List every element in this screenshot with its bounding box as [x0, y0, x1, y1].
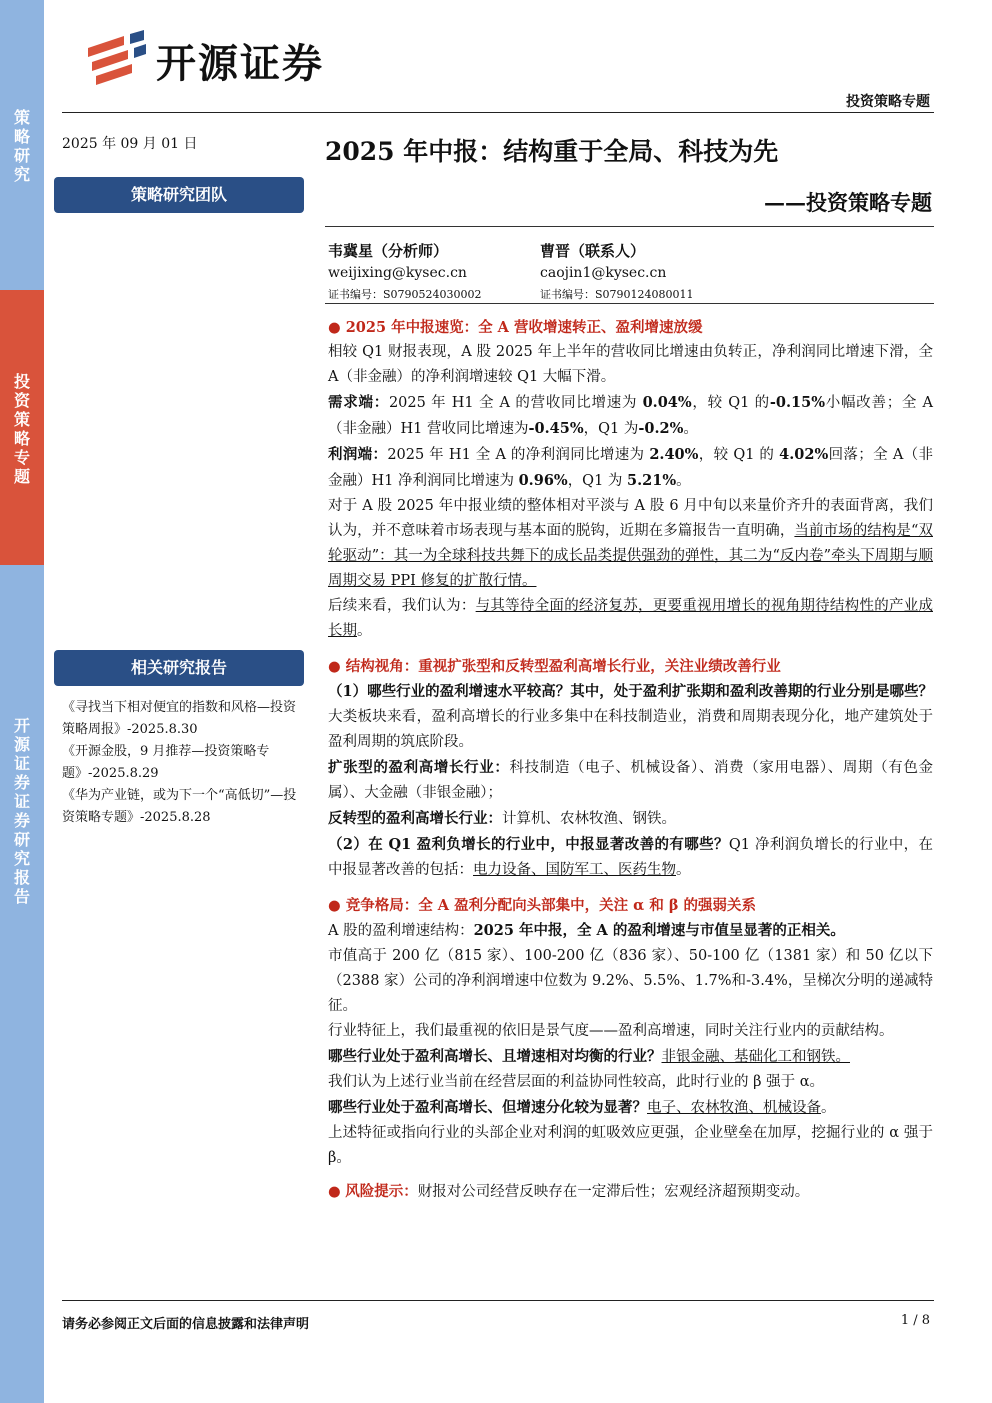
author-email[interactable]: caojin1@kysec.cn — [540, 265, 667, 281]
paragraph: 对于 A 股 2025 年中报业绩的整体相对平淡与 A 股 6 月中旬以来量价齐升的表面背离，我们认为，并不意味着市场表现与基本面的脱钩，近期在多篇报告一直明确，当前市场的结构是“双轮驱动”：其一为全球科技共舞下的成长品类提供强劲的弹性，其二为“反内卷”牵头下周期与顺周期交易 PPI 修复的扩散行情。 — [328, 498, 933, 589]
bullet-icon: ● — [328, 1184, 341, 1200]
paragraph: 市值高于 200 亿（815 家）、100-200 亿（836 家）、50-100 亿（1381 家）和 50 亿以下（2388 家）公司的净利润增速中位数为 9.2%、5.5%、1.7%和-3.4%，呈梯次分明的递减特征。 — [328, 948, 933, 1014]
paragraph: A 股的盈利增速结构：2025 年中报，全 A 的盈利增速与市值呈显著的正相关。 — [328, 922, 845, 939]
title-divider — [325, 226, 934, 227]
related-reports-list — [62, 697, 302, 829]
section-heading: ● 竞争格局：全 A 盈利分配向头部集中，关注 α 和 β 的强弱关系 — [328, 897, 757, 914]
related-report-link[interactable]: 《开源金股，9 月推荐—投资策略专题》-2025.8.29 — [62, 744, 270, 781]
related-report-link[interactable]: 《华为产业链，或为下一个“高低切”—投资策略专题》-2025.8.28 — [62, 788, 297, 825]
author-cert: 证书编号：S0790124080011 — [540, 288, 694, 301]
author-card — [328, 240, 482, 306]
paragraph: 我们认为上述行业当前在经营层面的利益协同性较高，此时行业的 β 强于 α。 — [328, 1074, 824, 1090]
bullet-icon: ● — [328, 319, 341, 336]
report-body — [328, 313, 933, 1205]
team-section-bar: 策略研究团队 — [54, 177, 304, 213]
kysec-logo-icon — [86, 28, 148, 88]
paragraph: 需求端：2025 年 H1 全 A 的营收同比增速为 0.04%，较 Q1 的-0.15%小幅改善；全 A（非金融）H1 营收同比增速为-0.45%，Q1 为-0.2%。 — [328, 394, 933, 437]
risk-note: ● 风险提示：财报对公司经营反映存在一定滞后性；宏观经济超预期变动。 — [328, 1183, 810, 1200]
paragraph: 后续来看，我们认为：与其等待全面的经济复苏，更要重视用增长的视角期待结构性的产业成长期。 — [328, 598, 933, 639]
side-strip — [0, 0, 44, 1403]
author-card — [540, 240, 694, 306]
report-date: 2025 年 09 月 01 日 — [62, 136, 198, 152]
paragraph: 哪些行业处于盈利高增长、且增速相对均衡的行业？非银金融、基础化工和钢铁。 — [328, 1048, 850, 1065]
paragraph: 利润端：2025 年 H1 全 A 的净利润同比增速为 2.40%，较 Q1 的 4.02%回落；全 A（非金融）H1 净利润同比增速为 0.96%，Q1 为 5.21%。 — [328, 446, 933, 489]
logo-text: 开源证券 — [156, 41, 324, 87]
related-section-bar: 相关研究报告 — [54, 650, 304, 686]
author-divider — [325, 303, 934, 304]
section-heading: ● 结构视角：重视扩张型和反转型盈利高增长行业，关注业绩改善行业 — [328, 658, 781, 675]
paragraph: 上述特征或指向行业的头部企业对利润的虹吸效应更强，企业壁垒在加厚，挖掘行业的 α 强于 β。 — [328, 1125, 933, 1166]
sidebar-label-top: 策略研究 — [13, 108, 30, 184]
paragraph: 反转型的盈利高增长行业：计算机、农林牧渔、钢铁。 — [328, 810, 676, 827]
report-subtitle: ——投资策略专题 — [764, 190, 932, 215]
author-name: 曹晋（联系人） — [540, 242, 646, 260]
sidebar-label-mid: 投资策略专题 — [13, 372, 30, 486]
paragraph: （2）在 Q1 盈利负增长的行业中，中报显著改善的有哪些？Q1 净利润负增长的行业中，在中报显著改善的包括：电力设备、国防军工、医药生物。 — [328, 836, 933, 878]
author-name: 韦冀星（分析师） — [328, 242, 449, 260]
paragraph: 扩张型的盈利高增长行业：科技制造（电子、机械设备）、消费（家用电器）、周期（有色金属）、大金融（非银金融）； — [328, 759, 933, 801]
company-logo — [86, 28, 386, 92]
sidebar-label-bottom: 开源证券 证券研究报告 — [13, 716, 30, 906]
section-heading: ● 2025 年中报速览：全 A 营收增速转正、盈利增速放缓 — [328, 319, 703, 336]
paragraph: 哪些行业处于盈利高增长、但增速分化较为显著？电子、农林牧渔、机械设备。 — [328, 1099, 836, 1116]
related-report-link[interactable]: 《寻找当下相对便宜的指数和风格—投资策略周报》-2025.8.30 — [62, 700, 297, 737]
header-tag: 投资策略专题 — [846, 94, 930, 110]
author-cert: 证书编号：S0790524030002 — [328, 288, 482, 301]
paragraph: 行业特征上，我们最重视的依旧是景气度——盈利高增速，同时关注行业内的贡献结构。 — [328, 1023, 894, 1039]
header-divider — [62, 112, 934, 113]
report-title: 2025 年中报：结构重于全局、科技为先 — [325, 137, 779, 166]
bullet-icon: ● — [328, 658, 341, 675]
bullet-icon: ● — [328, 897, 341, 914]
paragraph: （1）哪些行业的盈利增速水平较高？其中，处于盈利扩张期和盈利改善期的行业分别是哪些？大类板块来看，盈利高增长的行业多集中在科技制造业，消费和周期表现分化，地产建筑处于盈利周期的筑底阶段。 — [328, 683, 933, 750]
page-number: 1 / 8 — [900, 1313, 930, 1328]
footer-disclaimer: 请务必参阅正文后面的信息披露和法律声明 — [62, 1317, 310, 1332]
paragraph: 相较 Q1 财报表现，A 股 2025 年上半年的营收同比增速由负转正，净利润同比增速下滑，全 A（非金融）的净利润增速较 Q1 大幅下滑。 — [328, 344, 933, 385]
author-email[interactable]: weijixing@kysec.cn — [328, 265, 467, 281]
footer-divider — [62, 1300, 934, 1301]
